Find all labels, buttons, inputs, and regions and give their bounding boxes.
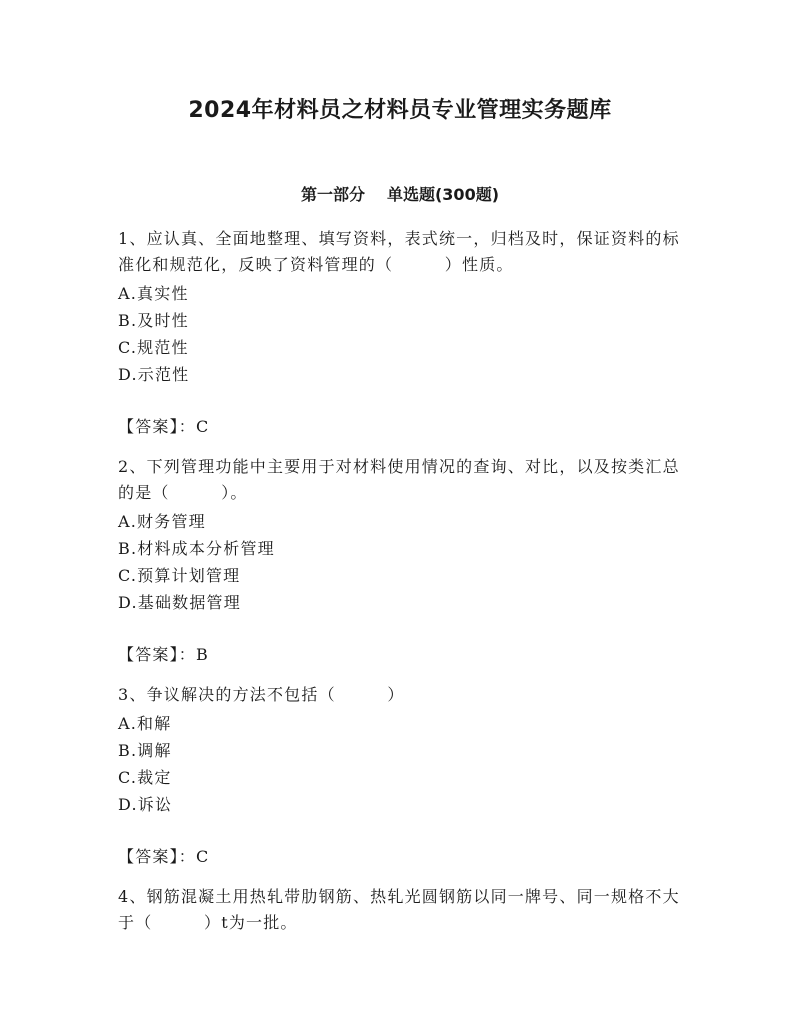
- option-a: A.财务管理: [118, 512, 206, 531]
- option-c: C.规范性: [118, 338, 189, 357]
- option-d: D.基础数据管理: [118, 593, 241, 612]
- question-stem: 1、应认真、全面地整理、填写资料，表式统一，归档及时，保证资料的标准化和规范化，反映了资料管理的（ ）性质。: [118, 229, 680, 274]
- question-item: [118, 884, 688, 936]
- answer-line: [118, 844, 688, 870]
- answer-value: B: [196, 645, 209, 664]
- answer-label: 【答案】：: [118, 847, 197, 866]
- option-b: B.材料成本分析管理: [118, 539, 275, 558]
- question-item: [118, 454, 688, 668]
- answer-line: [118, 642, 688, 668]
- question-item: [118, 226, 688, 440]
- answer-value: C: [196, 847, 210, 866]
- document-title: 2024年材料员之材料员专业管理实务题库: [188, 98, 612, 123]
- question-list: [118, 226, 688, 938]
- question-stem: 2、下列管理功能中主要用于对材料使用情况的查询、对比，以及按类汇总的是（ ）。: [118, 457, 680, 502]
- question-item: [118, 682, 688, 870]
- answer-line: [118, 414, 688, 440]
- option-c: C.裁定: [118, 768, 172, 787]
- option-a: A.和解: [118, 714, 172, 733]
- option-d: D.诉讼: [118, 795, 173, 814]
- option-b: B.调解: [118, 741, 172, 760]
- section-heading: [0, 183, 800, 207]
- answer-label: 【答案】：: [118, 645, 197, 664]
- option-b: B.及时性: [118, 311, 189, 330]
- question-stem: 4、钢筋混凝土用热轧带肋钢筋、热轧光圆钢筋以同一牌号、同一规格不大于（ ）t为一批。: [118, 887, 680, 932]
- answer-value: C: [196, 417, 210, 436]
- option-c: C.预算计划管理: [118, 566, 241, 585]
- option-a: A.真实性: [118, 284, 189, 303]
- question-stem: 3、争议解决的方法不包括（ ）: [118, 685, 405, 704]
- section-part: 第一部分: [300, 185, 365, 204]
- option-d: D.示范性: [118, 365, 190, 384]
- answer-label: 【答案】：: [118, 417, 197, 436]
- section-name: 单选题(300题): [386, 185, 500, 204]
